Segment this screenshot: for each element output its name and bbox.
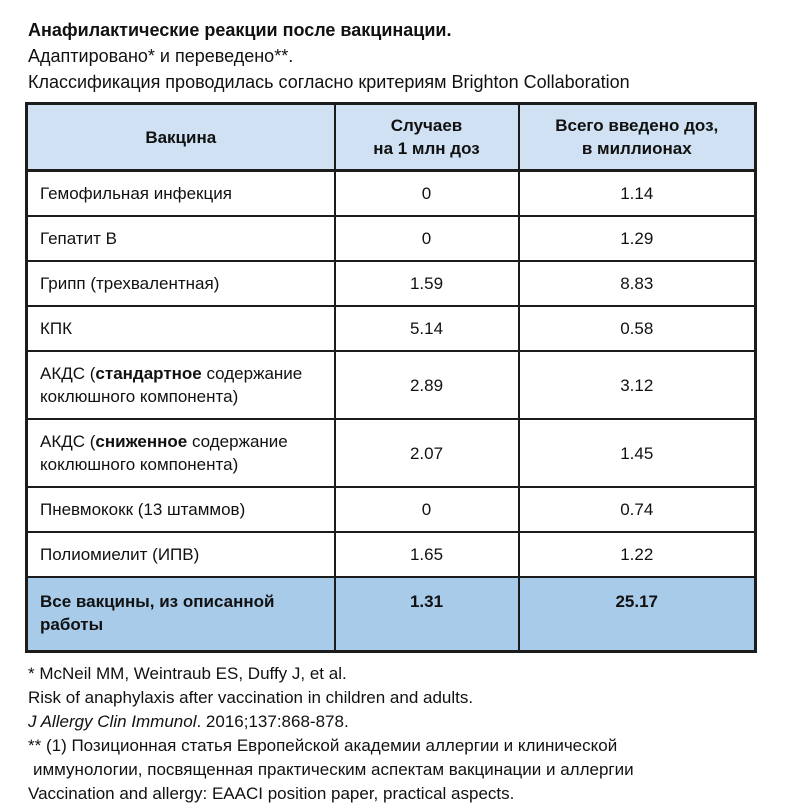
doses-cell: 0.58 [519, 306, 756, 351]
vaccine-name-prefix: АКДС ( [40, 432, 96, 451]
doses-cell: 1.22 [519, 532, 756, 577]
footnote-ref2-line3: Vaccination and allergy: EAACI position paper, practical aspects. [28, 784, 515, 803]
table-total-row [27, 577, 756, 652]
doses-cell: 0.74 [519, 487, 756, 532]
footnotes [28, 662, 776, 806]
footnote-citation-rest: . 2016;137:868-878. [196, 712, 349, 731]
table-row [27, 171, 756, 217]
cases-cell: 0 [335, 216, 519, 261]
cases-cell: 5.14 [335, 306, 519, 351]
vaccine-name-cell: Грипп (трехвалентная) [27, 261, 335, 306]
vaccine-name-cell: Гепатит В [27, 216, 335, 261]
table-row [27, 532, 756, 577]
vaccine-table [25, 102, 757, 653]
total-label-cell: Все вакцины, из описанной работы [27, 577, 335, 652]
table-row [27, 419, 756, 487]
total-cases-cell: 1.31 [335, 577, 519, 652]
table-row [27, 261, 756, 306]
cases-cell: 1.65 [335, 532, 519, 577]
col-header-cases-line2: на 1 млн доз [373, 139, 480, 158]
col-header-doses-line2: в миллионах [581, 139, 692, 158]
total-doses-cell: 25.17 [519, 577, 756, 652]
cases-cell: 2.07 [335, 419, 519, 487]
table-row [27, 306, 756, 351]
vaccine-name-cell: Пневмококк (13 штаммов) [27, 487, 335, 532]
table-header-row [27, 104, 756, 171]
doses-cell: 1.45 [519, 419, 756, 487]
vaccine-name-emphasis: стандартное [95, 364, 202, 383]
subtitle-classification: Классификация проводилась согласно критериям Brighton Collaboration [28, 72, 630, 92]
col-header-doses [519, 104, 756, 171]
page-title: Анафилактические реакции после вакцинации. [28, 20, 452, 40]
col-header-vaccine: Вакцина [27, 104, 335, 171]
col-header-doses-line1: Всего введено доз, [555, 116, 719, 135]
vaccine-name-emphasis: сниженное [95, 432, 188, 451]
footnote-ref1-authors: * McNeil MM, Weintraub ES, Duffy J, et al. [28, 664, 347, 683]
doses-cell: 8.83 [519, 261, 756, 306]
cases-cell: 0 [335, 171, 519, 217]
col-header-cases-line1: Случаев [390, 116, 463, 135]
table-row [27, 487, 756, 532]
footnote-ref2-line1: ** (1) Позиционная статья Европейской академии аллергии и клинической [28, 736, 618, 755]
cases-cell: 1.59 [335, 261, 519, 306]
doses-cell: 1.14 [519, 171, 756, 217]
vaccine-name-cell: Гемофильная инфекция [27, 171, 335, 217]
footnote-ref1-citation [28, 710, 776, 734]
vaccine-name-cell [27, 419, 335, 487]
cases-cell: 0 [335, 487, 519, 532]
cases-cell: 2.89 [335, 351, 519, 419]
doses-cell: 3.12 [519, 351, 756, 419]
subtitle-adapted: Адаптировано* и переведено**. [28, 46, 294, 66]
footnote-journal-name: J Allergy Clin Immunol [28, 712, 197, 731]
col-header-cases [335, 104, 519, 171]
table-row [27, 216, 756, 261]
vaccine-name-cell: КПК [27, 306, 335, 351]
footnote-ref1-title: Risk of anaphylaxis after vaccination in children and adults. [28, 688, 474, 707]
vaccine-name-cell: Полиомиелит (ИПВ) [27, 532, 335, 577]
doses-cell: 1.29 [519, 216, 756, 261]
vaccine-name-suffix: содержание коклюшного компонента) [40, 364, 303, 406]
vaccine-name-cell [27, 351, 335, 419]
table-row [27, 351, 756, 419]
footnote-ref2-line2: иммунологии, посвященная практическим аспектам вакцинации и аллергии [33, 760, 634, 779]
vaccine-name-prefix: АКДС ( [40, 364, 96, 383]
vaccine-name-suffix: содержание коклюшного компонента) [40, 432, 288, 474]
